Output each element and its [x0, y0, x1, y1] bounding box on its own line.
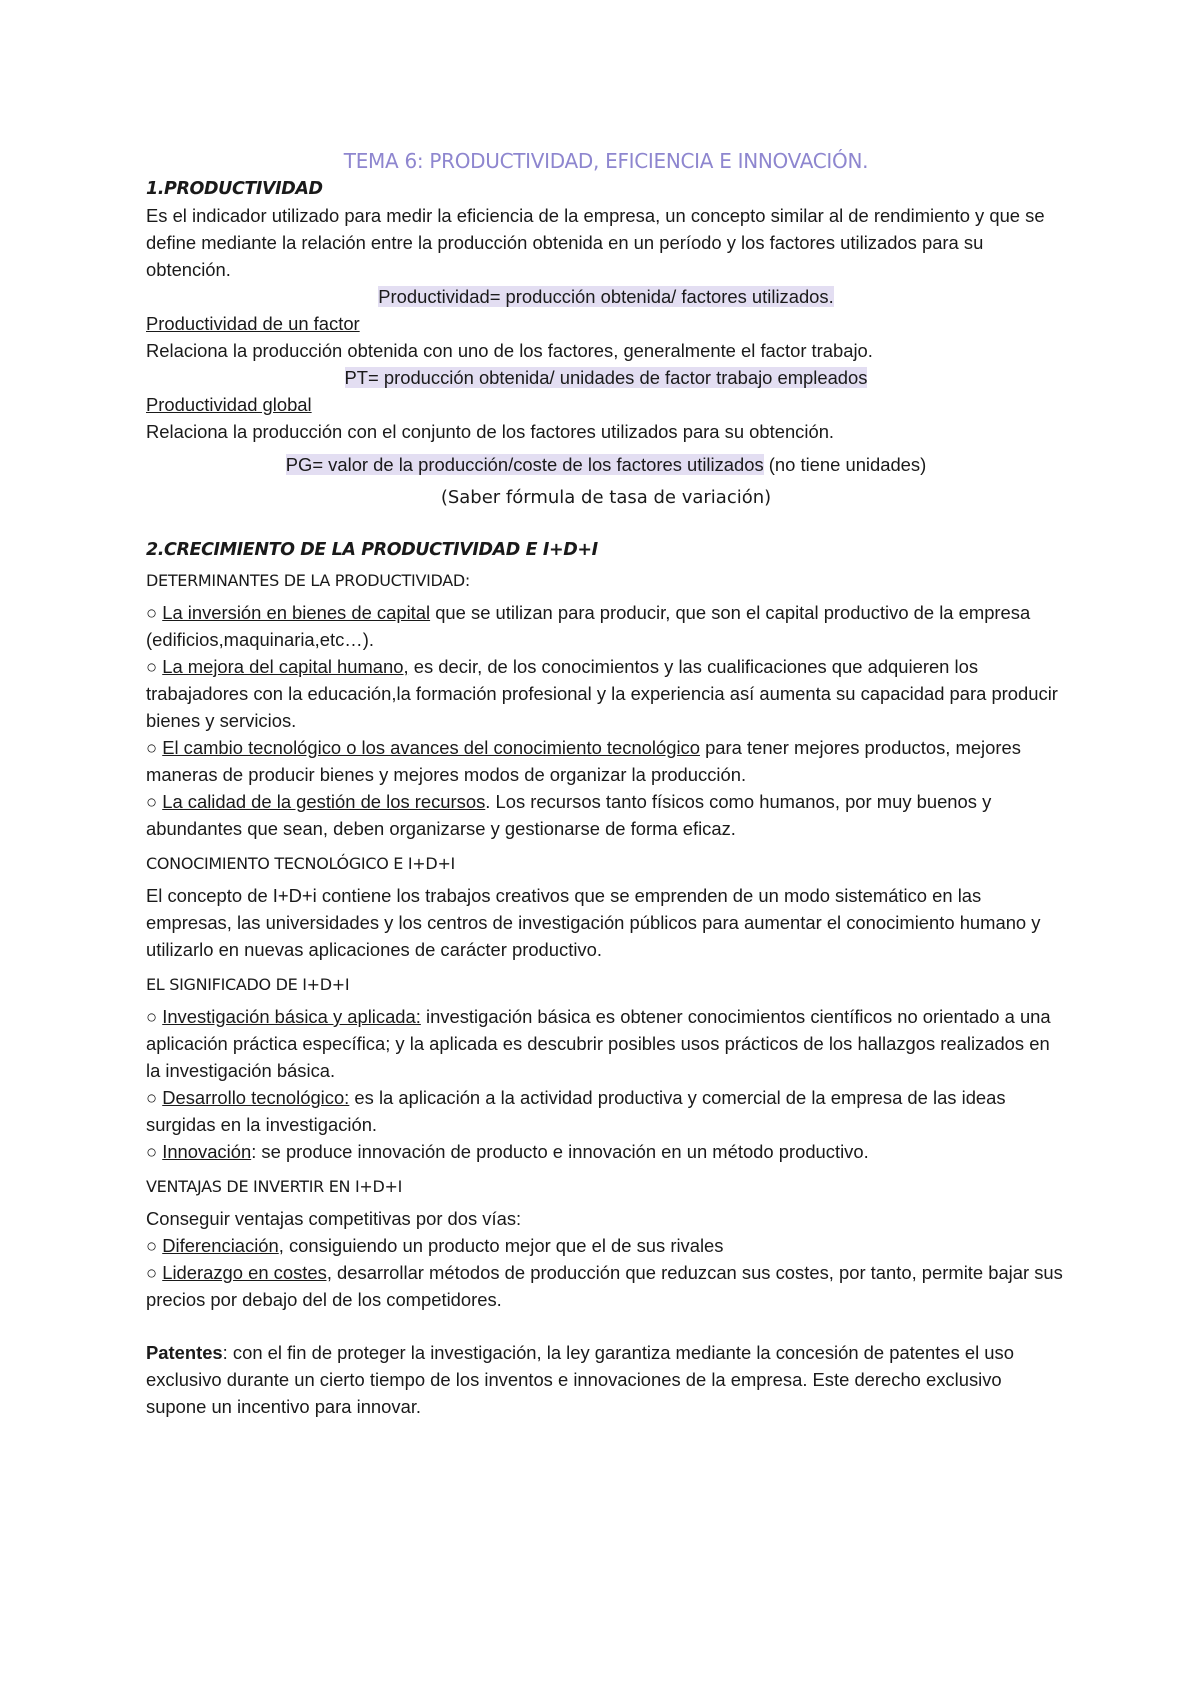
- section-1-heading: 1.PRODUCTIVIDAD: [146, 179, 323, 199]
- determinantes-heading: DETERMINANTES DE LA PRODUCTIVIDAD:: [146, 571, 471, 590]
- list-item: ○ Liderazgo en costes, desarrollar métodos de producción que reduzcan sus costes, por tanto, permite bajar sus precios por debajo del de los competidores.: [146, 1262, 1063, 1310]
- productividad-factor-text: Relaciona la producción obtenida con uno de los factores, generalmente el factor trabajo.: [146, 340, 873, 361]
- list-item: ○ La calidad de la gestión de los recursos. Los recursos tanto físicos como humanos, por muy buenos y abundantes que sean, deben organizarse y gestionarse de forma eficaz.: [146, 791, 992, 839]
- productividad-global-text: Relaciona la producción con el conjunto de los factores utilizados para su obtención.: [146, 421, 835, 442]
- document-body: [146, 146, 1066, 1420]
- list-item: ○ La mejora del capital humano, es decir, de los conocimientos y las cualificaciones que adquieren los trabajadores con la educación,la formación profesional y la experiencia así aumenta su capacidad para producir bienes y servicios.: [146, 656, 1058, 731]
- formula-productividad-line: [146, 283, 1066, 310]
- list-item: ○ Investigación básica y aplicada: investigación básica es obtener conocimientos científicos no orientado a una aplicación práctica específica; y la aplicada es descubrir posibles usos prácticos de los hallazgos realizados en la investigación básica.: [146, 1006, 1051, 1081]
- global-title-line: [146, 391, 1066, 418]
- ventajas-intro: Conseguir ventajas competitivas por dos vías:: [146, 1208, 522, 1229]
- conocimiento-heading: CONOCIMIENTO TECNOLÓGICO E I+D+I: [146, 854, 455, 873]
- list-item: ○ Diferenciación, consiguiendo un producto mejor que el de sus rivales: [146, 1235, 724, 1256]
- list-item: ○ La inversión en bienes de capital que se utilizan para producir, que son el capital productivo de la empresa (edificios,maquinaria,etc…).: [146, 602, 1031, 650]
- patentes-paragraph: [146, 1339, 1066, 1420]
- patentes-label: Patentes: [146, 1342, 223, 1363]
- productividad-global-title: Productividad global: [146, 394, 312, 415]
- section-2-heading: 2.CRECIMIENTO DE LA PRODUCTIVIDAD E I+D+I: [146, 540, 598, 560]
- significado-list: [146, 1003, 1066, 1165]
- document-title: TEMA 6: PRODUCTIVIDAD, EFICIENCIA E INNOVACIÓN.: [343, 149, 869, 173]
- factor-title-line: [146, 310, 1066, 337]
- patentes-text: : con el fin de proteger la investigación, la ley garantiza mediante la concesión de patentes el uso exclusivo durante un cierto tiempo de los inventos e innovaciones de la empresa. Este derecho exclusivo supone un incentivo para innovar.: [146, 1342, 1014, 1417]
- significado-heading: EL SIGNIFICADO DE I+D+I: [146, 975, 350, 994]
- list-item: ○ El cambio tecnológico o los avances del conocimiento tecnológico para tener mejores productos, mejores maneras de producir bienes y mejores modos de organizar la producción.: [146, 737, 1021, 785]
- formula-pg-line: [146, 451, 1066, 478]
- formula-pg-note: (no tiene unidades): [763, 454, 927, 475]
- formula-productividad: Productividad= producción obtenida/ factores utilizados.: [378, 286, 834, 307]
- formula-pt-line: [146, 364, 1066, 391]
- list-item: ○ Desarrollo tecnológico: es la aplicación a la actividad productiva y comercial de la empresa de las ideas surgidas en la investigación.: [146, 1087, 1006, 1135]
- formula-pg: PG= valor de la producción/coste de los factores utilizados: [285, 454, 764, 475]
- list-item: ○ Innovación: se produce innovación de producto e innovación en un método productivo.: [146, 1141, 869, 1162]
- productividad-factor-title: Productividad de un factor: [146, 313, 360, 334]
- determinantes-list: [146, 599, 1066, 842]
- conocimiento-text: El concepto de I+D+i contiene los trabajos creativos que se emprenden de un modo sistemático en las empresas, las universidades y los centros de investigación públicos para aumentar el conocimiento humano y utilizarlo en nuevas aplicaciones de carácter productivo.: [146, 885, 1041, 960]
- ventajas-heading: VENTAJAS DE INVERTIR EN I+D+I: [146, 1177, 403, 1196]
- ventajas-list: [146, 1232, 1066, 1313]
- section-1-intro: Es el indicador utilizado para medir la eficiencia de la empresa, un concepto similar al de rendimiento y que se define mediante la relación entre la producción obtenida en un período y los factores utilizados para su obtención.: [146, 205, 1045, 280]
- variation-note: (Saber fórmula de tasa de variación): [440, 487, 772, 508]
- formula-pt: PT= producción obtenida/ unidades de factor trabajo empleados: [344, 367, 868, 388]
